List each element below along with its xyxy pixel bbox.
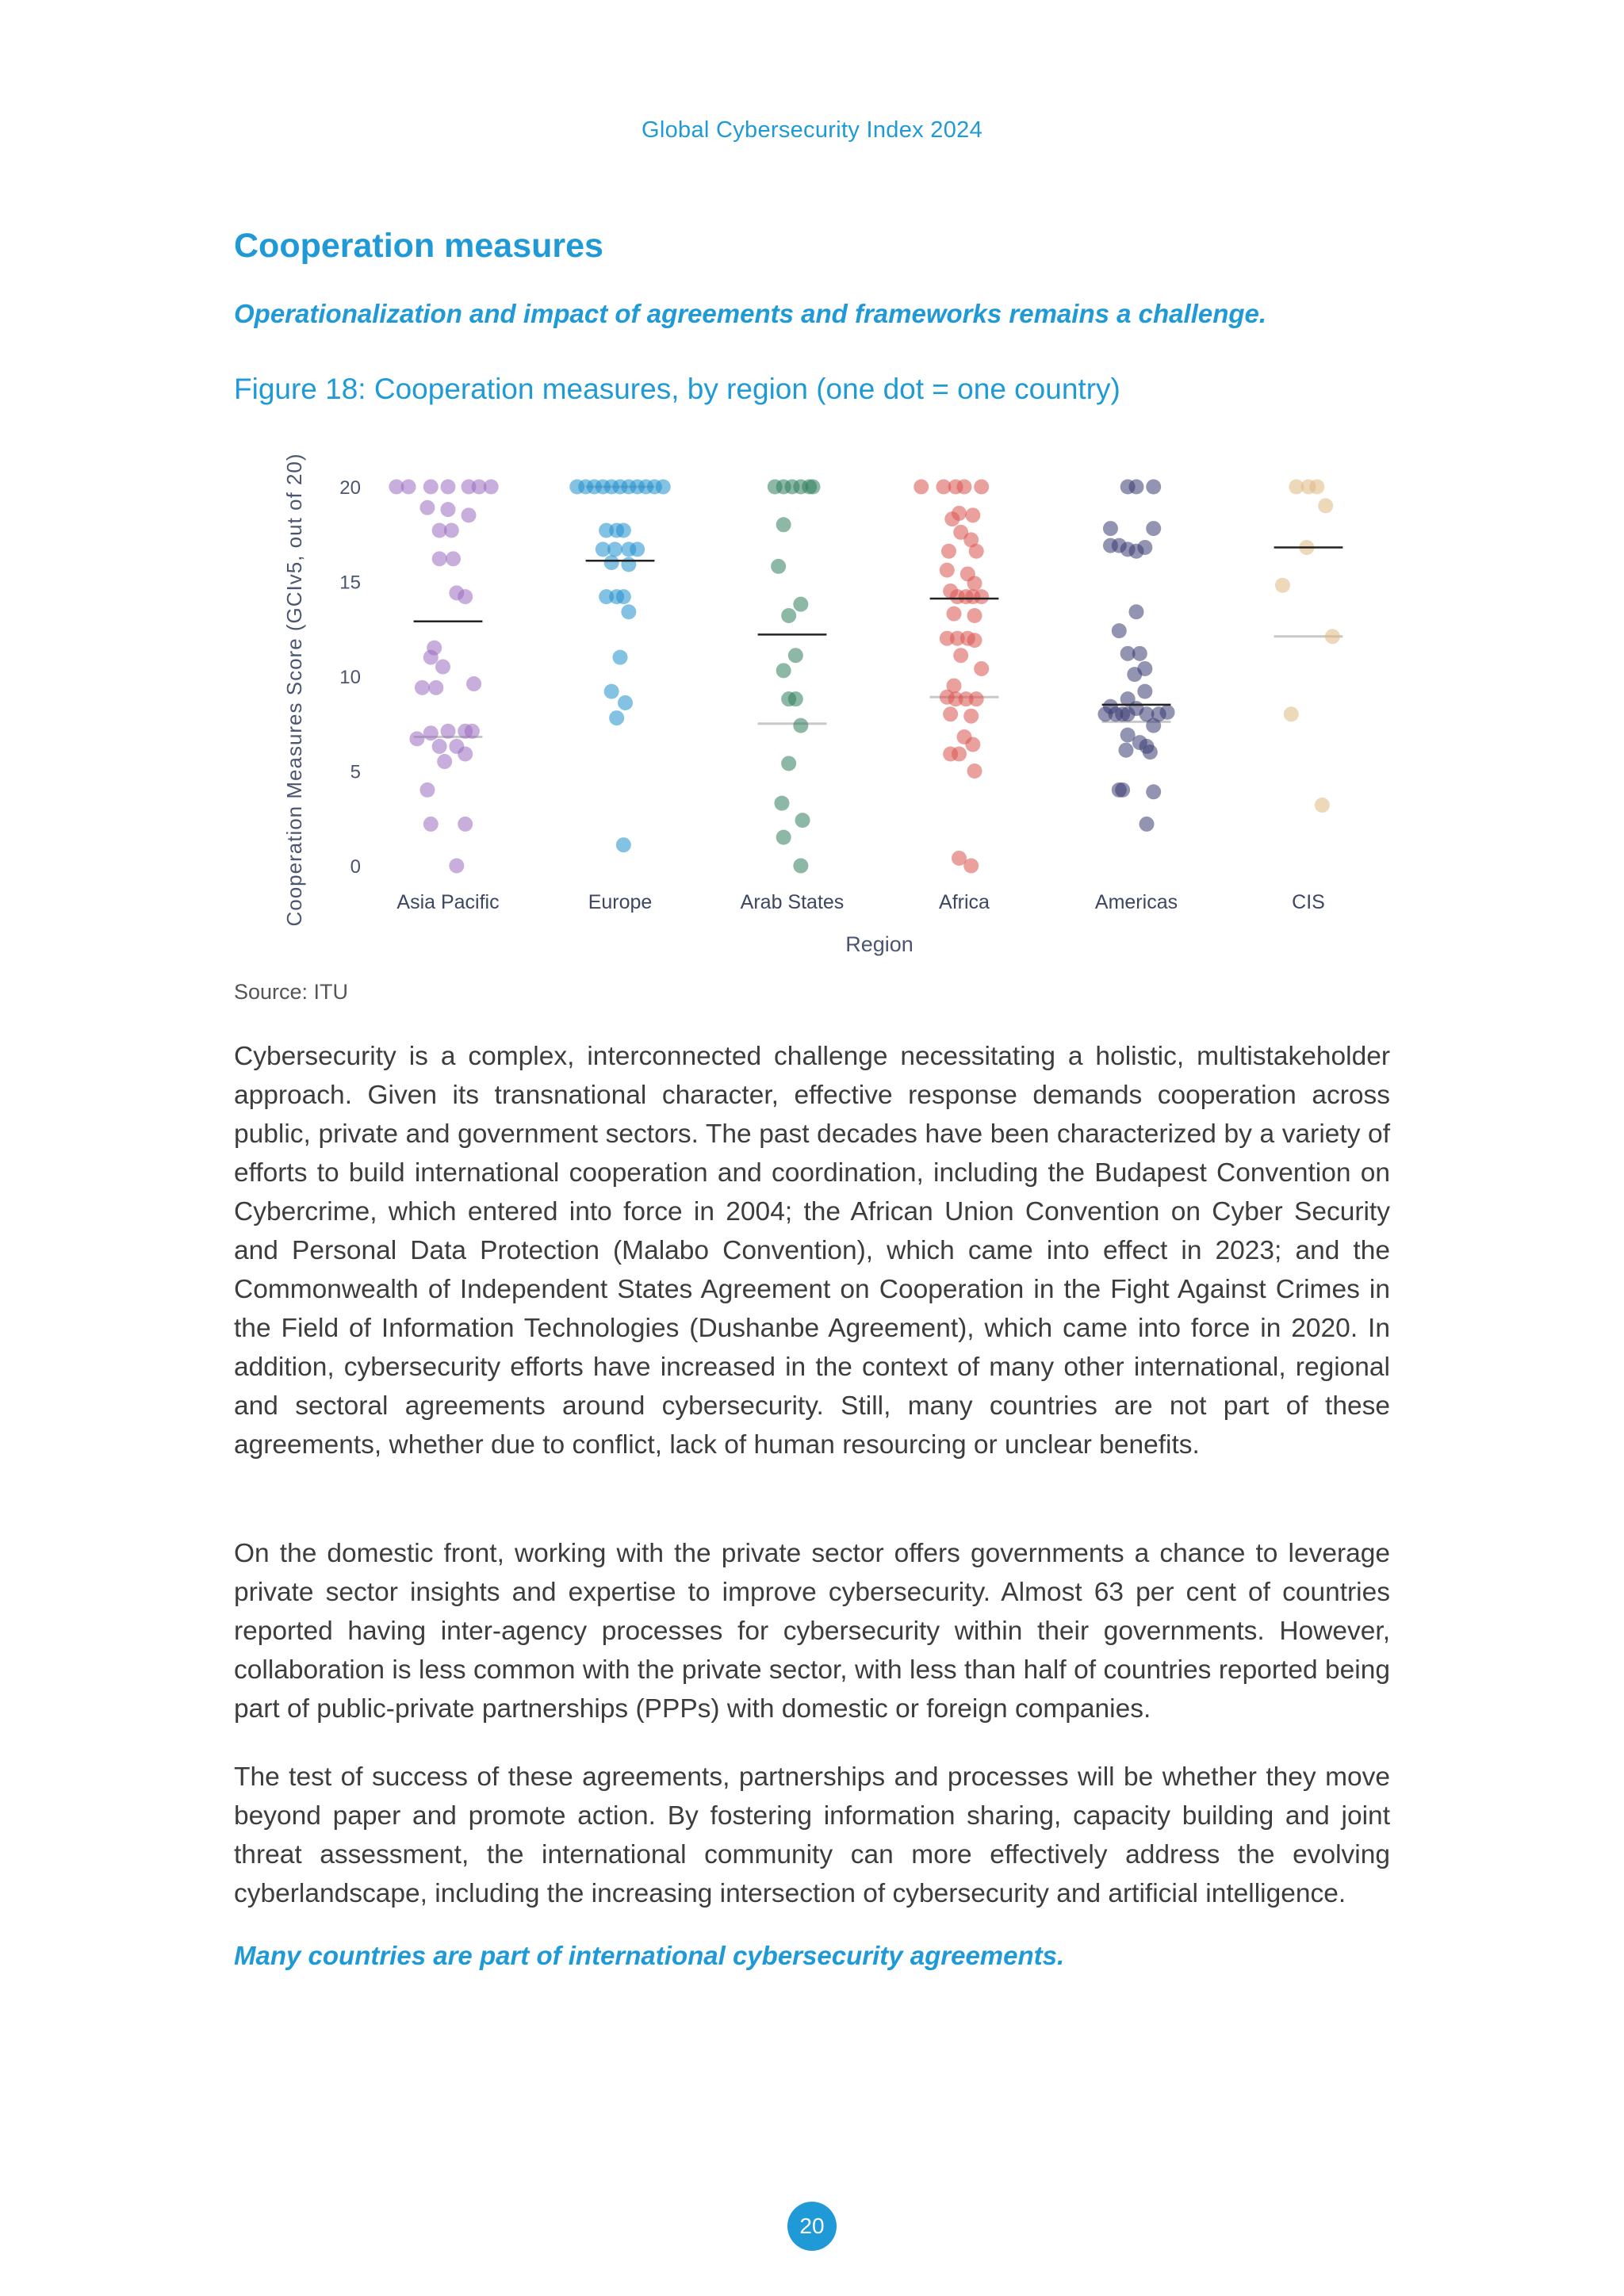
section-subtitle: Operationalization and impact of agreements and frameworks remains a challenge. xyxy=(234,299,1267,328)
data-point xyxy=(1275,578,1290,593)
data-point xyxy=(1146,784,1161,799)
y-tick-label: 5 xyxy=(350,761,361,783)
data-point xyxy=(423,725,439,740)
closing-subheading: Many countries are part of international cybersecurity agreements. xyxy=(234,1941,1065,1970)
x-axis xyxy=(396,891,1324,913)
data-point xyxy=(943,706,958,721)
data-point xyxy=(423,817,439,832)
data-point xyxy=(781,608,796,623)
strip-africa xyxy=(914,480,998,874)
data-point xyxy=(616,837,631,852)
y-tick-label: 0 xyxy=(350,856,361,878)
data-point xyxy=(946,607,961,622)
body-paragraph-3: The test of success of these agreements, partnerships and processes will be whether they move beyond paper and promote action. By fostering information sharing, capacity building and joint threat assessment, the international community can more effectively address the evolving cyberlandscape, including the increasing intersection of cybersecurity and artificial intelligence. xyxy=(234,1762,1390,1908)
data-point xyxy=(952,746,967,761)
figure-source: Source: ITU xyxy=(234,980,349,1004)
data-point xyxy=(609,710,624,725)
data-point xyxy=(967,608,982,623)
x-tick-label: Arab States xyxy=(740,891,845,913)
data-point xyxy=(1146,521,1161,536)
body-paragraph-2: On the domestic front, working with the private sector offers governments a chance to leverage private sector insights and expertise to improve cybersecurity. Almost 63 per cent of countries reported having inter-agency processes for cybersecurity within their governments. However, collaboration is less common with the private sector, with less than half of countries reported being part of public-private partnerships (PPPs) with domestic or foreign companies. xyxy=(234,1539,1390,1724)
strip-arab-states xyxy=(758,480,827,874)
data-point xyxy=(432,551,447,566)
data-point xyxy=(1139,817,1155,832)
data-point xyxy=(1127,667,1142,682)
data-point xyxy=(806,480,821,495)
data-point xyxy=(1146,718,1161,733)
data-point xyxy=(914,480,929,495)
data-point xyxy=(974,661,989,676)
data-point xyxy=(1129,604,1144,619)
data-point xyxy=(967,763,982,779)
data-point xyxy=(449,859,464,874)
data-point xyxy=(1315,798,1330,813)
data-point xyxy=(419,783,435,798)
data-point xyxy=(432,739,447,754)
data-point xyxy=(1143,744,1158,760)
data-point xyxy=(974,589,989,604)
data-point xyxy=(484,480,499,495)
data-point xyxy=(793,718,808,733)
data-point xyxy=(428,680,443,695)
data-point xyxy=(1318,498,1333,513)
data-point xyxy=(621,557,636,572)
data-point xyxy=(437,754,452,769)
data-point xyxy=(423,480,439,495)
data-point xyxy=(465,724,480,739)
data-point xyxy=(462,507,477,522)
data-point xyxy=(1132,646,1147,661)
y-axis-title: Cooperation Measures Score (GCIv5, out of 20) xyxy=(282,453,306,927)
data-point xyxy=(458,746,473,761)
data-point xyxy=(776,663,791,678)
data-point xyxy=(1137,540,1152,555)
figure-caption: Figure 18: Cooperation measures, by region (one dot = one country) xyxy=(234,373,1120,405)
strip-americas xyxy=(1097,480,1174,832)
data-point xyxy=(1118,743,1133,758)
data-point xyxy=(793,859,808,874)
data-point xyxy=(441,480,456,495)
data-point xyxy=(774,796,789,811)
x-tick-label: Europe xyxy=(588,891,653,913)
data-point xyxy=(788,648,803,663)
data-point xyxy=(621,604,636,619)
data-point xyxy=(940,563,955,578)
x-tick-label: Americas xyxy=(1094,891,1178,913)
data-point xyxy=(466,676,481,691)
data-point xyxy=(401,480,416,495)
data-point xyxy=(1284,706,1299,721)
data-point xyxy=(967,633,982,648)
data-point xyxy=(963,859,979,874)
data-point xyxy=(1112,783,1127,798)
data-point xyxy=(1325,629,1340,644)
data-point xyxy=(409,731,424,746)
data-point xyxy=(957,480,972,495)
data-point xyxy=(793,597,808,612)
data-point xyxy=(441,502,456,517)
data-point xyxy=(630,541,645,557)
data-point xyxy=(941,544,956,559)
x-tick-label: CIS xyxy=(1292,891,1325,913)
x-axis-title: Region xyxy=(845,932,914,956)
data-point xyxy=(435,660,450,675)
data-point xyxy=(776,517,791,532)
page-number: 20 xyxy=(787,2202,837,2251)
data-point xyxy=(1103,521,1118,536)
data-point xyxy=(788,691,803,706)
data-point xyxy=(967,576,982,591)
data-point xyxy=(441,724,456,739)
data-point xyxy=(771,559,786,574)
data-point xyxy=(944,511,959,526)
data-point xyxy=(1112,623,1127,638)
data-point xyxy=(1129,480,1144,495)
data-point xyxy=(965,507,980,522)
plot-area xyxy=(389,480,1342,874)
data-point xyxy=(795,813,810,828)
strip-chart xyxy=(270,420,1396,967)
data-point xyxy=(776,830,791,845)
data-point xyxy=(969,544,984,559)
body-paragraph-1: Cybersecurity is a complex, interconnected challenge necessitating a holistic, multistakeholder approach. Given its transnational character, effective response demands cooperation across public, private and government sectors. The past decades have been characterized by a variety of efforts to build international cooperation and coordination, including the Budapest Convention on Cybercrime, which entered into force in 2004; the African Union Convention on Cyber Security and Personal Data Protection (Malabo Convention), which came into effect in 2023; and the Commonwealth of Independent States Agreement on Cooperation in the Fight Against Crimes in the Field of Information Technologies (Dushanbe Agreement), which came into force in 2020. In addition, cybersecurity efforts have increased in the context of many other international, regional and sectoral agreements around cybersecurity. Still, many countries are not part of these agreements, whether due to conflict, lack of human resourcing or unclear benefits. xyxy=(234,1042,1390,1460)
strip-cis xyxy=(1274,480,1343,813)
data-point xyxy=(965,737,980,752)
data-point xyxy=(423,650,439,665)
data-point xyxy=(616,522,631,538)
data-point xyxy=(446,551,461,566)
y-tick-label: 10 xyxy=(339,667,361,688)
data-point xyxy=(953,648,968,663)
data-point xyxy=(963,709,979,724)
data-point xyxy=(1137,684,1152,699)
data-point xyxy=(458,589,473,604)
data-point xyxy=(1309,480,1324,495)
data-point xyxy=(969,691,984,706)
x-tick-label: Africa xyxy=(939,891,990,913)
data-point xyxy=(1120,706,1136,721)
data-point xyxy=(604,684,619,699)
data-point xyxy=(444,522,459,538)
x-tick-label: Asia Pacific xyxy=(396,891,500,913)
data-point xyxy=(613,650,628,665)
data-point xyxy=(618,695,633,710)
data-point xyxy=(656,480,671,495)
data-point xyxy=(604,555,619,570)
data-point xyxy=(458,817,473,832)
data-point xyxy=(1146,480,1161,495)
section-title: Cooperation measures xyxy=(234,227,603,265)
running-header: Global Cybersecurity Index 2024 xyxy=(641,117,983,143)
data-point xyxy=(616,589,631,604)
data-point xyxy=(419,500,435,515)
data-point xyxy=(781,756,796,771)
data-point xyxy=(1160,705,1175,720)
data-point xyxy=(607,541,622,557)
data-point xyxy=(974,480,989,495)
strip-asia-pacific xyxy=(389,480,498,874)
data-point xyxy=(415,680,430,695)
y-tick-label: 20 xyxy=(339,477,361,499)
strip-europe xyxy=(569,480,671,853)
y-tick-label: 15 xyxy=(339,572,361,594)
y-axis xyxy=(339,477,361,878)
